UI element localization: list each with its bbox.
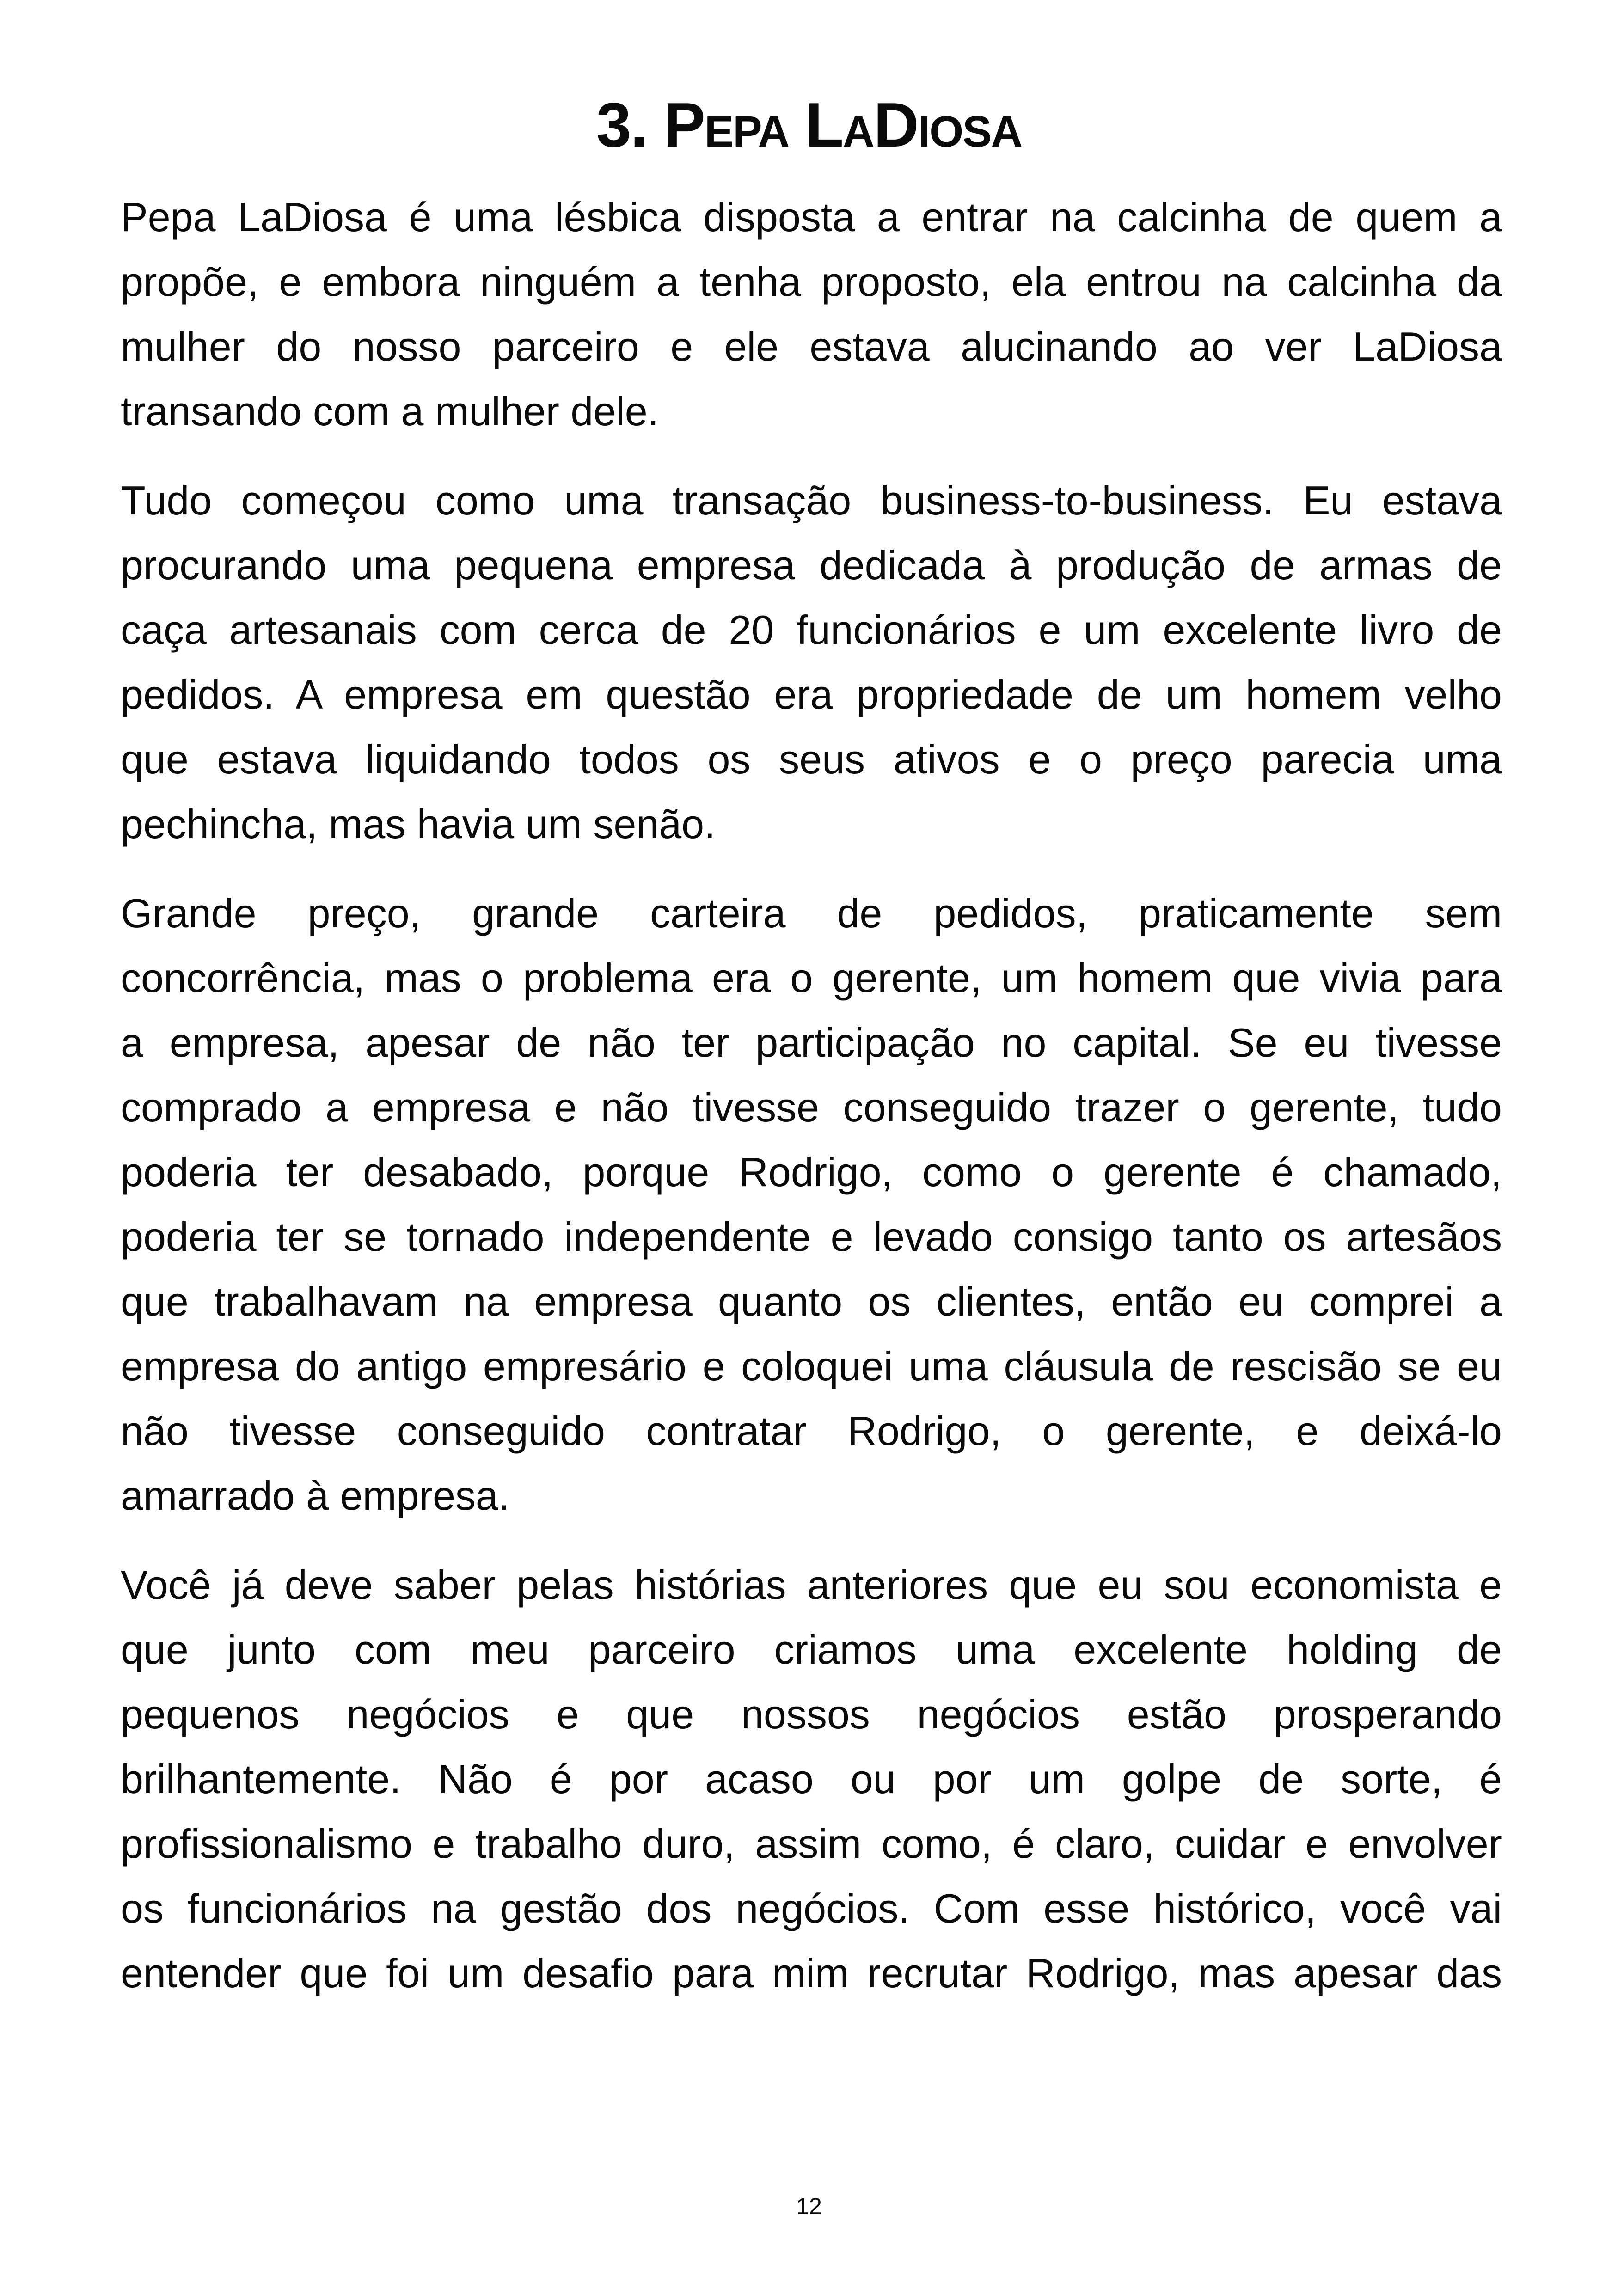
text-line: que estava liquidando todos os seus ativos e o preço parecia uma <box>121 736 1502 782</box>
text-line: pequenos negócios e que nossos negócios estão prosperando <box>121 1691 1502 1737</box>
text-line: Grande preço, grande carteira de pedidos, praticamente sem <box>121 890 1502 936</box>
text-line: pechincha, mas havia um senão. <box>121 801 716 847</box>
text-line: empresa do antigo empresário e coloquei uma cláusula de rescisão se eu <box>121 1343 1502 1389</box>
text-line: Pepa LaDiosa é uma lésbica disposta a entrar na calcinha de quem a <box>121 194 1502 240</box>
paragraph-4 <box>121 1553 1502 2006</box>
text-line: comprado a empresa e não tivesse conseguido trazer o gerente, tudo <box>121 1084 1502 1130</box>
text-line: profissionalismo e trabalho duro, assim como, é claro, cuidar e envolver <box>121 1821 1502 1867</box>
paragraph-3 <box>121 881 1502 1528</box>
text-line: Tudo começou como uma transação business-to-business. Eu estava <box>121 478 1502 523</box>
text-line: a empresa, apesar de não ter participação no capital. Se eu tivesse <box>121 1020 1502 1065</box>
chapter-title: 3. Pepa LaDiosa <box>596 90 1022 160</box>
text-line: amarrado à empresa. <box>121 1473 510 1518</box>
text-line: mulher do nosso parceiro e ele estava alucinando ao ver LaDiosa <box>121 324 1502 369</box>
text-line: pedidos. A empresa em questão era propriedade de um homem velho <box>121 672 1502 717</box>
text-line: Você já deve saber pelas histórias anteriores que eu sou economista e <box>121 1562 1502 1608</box>
text-line: transando com a mulher dele. <box>121 388 659 434</box>
text-line: poderia ter se tornado independente e levado consigo tanto os artesãos <box>121 1214 1502 1260</box>
text-line: propõe, e embora ninguém a tenha proposto, ela entrou na calcinha da <box>121 259 1502 305</box>
body-text <box>121 185 1502 2006</box>
text-line: que junto com meu parceiro criamos uma excelente holding de <box>121 1627 1502 1672</box>
text-line: que trabalhavam na empresa quanto os clientes, então eu comprei a <box>121 1279 1502 1324</box>
text-line: os funcionários na gestão dos negócios. Com esse histórico, você vai <box>121 1886 1502 1931</box>
text-line: caça artesanais com cerca de 20 funcionários e um excelente livro de <box>121 607 1502 653</box>
text-line: brilhantemente. Não é por acaso ou por um golpe de sorte, é <box>121 1756 1502 1802</box>
text-line: poderia ter desabado, porque Rodrigo, como o gerente é chamado, <box>121 1149 1502 1195</box>
page-number: 12 <box>796 2193 822 2219</box>
paragraph-2 <box>121 468 1502 857</box>
text-line: concorrência, mas o problema era o gerente, um homem que vivia para <box>121 955 1502 1001</box>
text-line: não tivesse conseguido contratar Rodrigo, o gerente, e deixá-lo <box>121 1408 1502 1454</box>
paragraph-1 <box>121 185 1502 444</box>
text-line: entender que foi um desafio para mim recrutar Rodrigo, mas apesar das <box>121 1950 1502 1996</box>
text-line: procurando uma pequena empresa dedicada à produção de armas de <box>121 542 1502 588</box>
